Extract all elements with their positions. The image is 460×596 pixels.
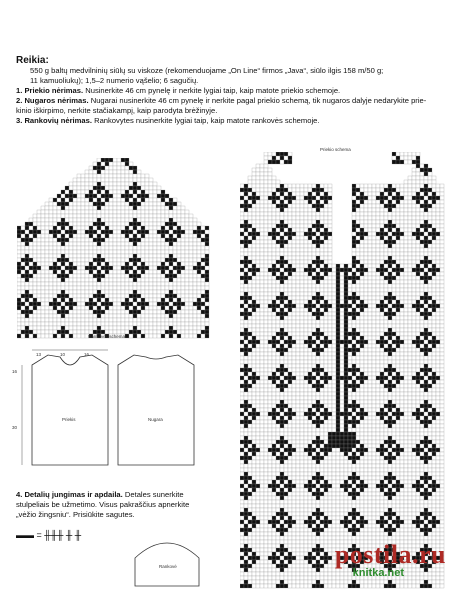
dim-top-2: 10	[60, 352, 66, 357]
garment-schematic-svg	[10, 345, 210, 475]
step-3-text: Rankovytes nusinerkite lygiai taip, kaip matote rankovės schemoje.	[91, 116, 320, 125]
legend-symbols: ▬▬ = ╫╫╫ ╫ ╫	[16, 530, 82, 540]
stitch-legend	[16, 530, 81, 540]
dim-side-1: 16	[12, 369, 18, 374]
step-2-title: 2. Nugaros nėrimas.	[16, 96, 89, 105]
step-3-title: 3. Rankovių nėrimas.	[16, 116, 92, 125]
materials-line-2: 11 kamuoliukų); 1,5–2 numerio vąšelio; 6 sagučių.	[30, 76, 199, 85]
step-4	[16, 490, 184, 499]
step-3	[16, 116, 319, 125]
step-4-text-3: „vėžio žingsniu“. Prisiūkite sagutes.	[16, 510, 135, 519]
dim-side-2: 30	[12, 425, 18, 430]
back-part-label: Nugara	[148, 417, 163, 422]
step-1-title: 1. Priekio nėrimas.	[16, 86, 84, 95]
sleeve-chart	[17, 158, 211, 340]
watermark: postila.ru	[334, 540, 446, 569]
sleeve-schematic-svg	[125, 528, 210, 590]
materials-heading: Reikia:	[16, 55, 49, 66]
front-chart-svg	[240, 152, 445, 590]
step-2	[16, 96, 426, 105]
front-part-label: Priekis	[62, 417, 76, 422]
front-chart	[240, 152, 445, 590]
step-2-text: Nugarai nusinerkite 46 cm pynelę ir nerkite pagal priekio schemą, tik nugaros dalyje nedarykite prie-	[88, 96, 427, 105]
front-chart-label: Priekio schema	[320, 147, 351, 152]
dim-top-1: 13	[36, 352, 42, 357]
dim-top-3: 16	[84, 352, 90, 357]
step-1-text: Nusinerkite 46 cm pynelę ir nerkite lygiai taip, kaip matote priekio schemoje.	[83, 86, 341, 95]
garment-schematic	[10, 345, 210, 475]
materials-line-1: 550 g baltų medvilninių siūlų su viskoze (rekomenduojame „On Line“ firmos „Java“, siūlo ilgis 158 m/50 g;	[30, 66, 384, 75]
step-4-title: 4. Detalių jungimas ir apdaila.	[16, 490, 123, 499]
sleeve-schematic	[125, 528, 210, 590]
watermark-secondary: knitka.net	[352, 567, 404, 579]
step-4-text-2: stulpeliais be užmetimo. Visus pakraščius apnerkite	[16, 500, 190, 509]
step-1	[16, 86, 340, 95]
sleeve-chart-svg	[17, 158, 211, 340]
sleeve-part-label: Rankovė	[159, 564, 177, 569]
step-4-text-1: Detales sunerkite	[122, 490, 184, 499]
step-2-cont: kinio iškirpimo, nerkite stačiakampį, kaip parodyta brėžinyje.	[16, 106, 218, 115]
sleeve-chart-label: Rankovės schema	[88, 334, 126, 339]
